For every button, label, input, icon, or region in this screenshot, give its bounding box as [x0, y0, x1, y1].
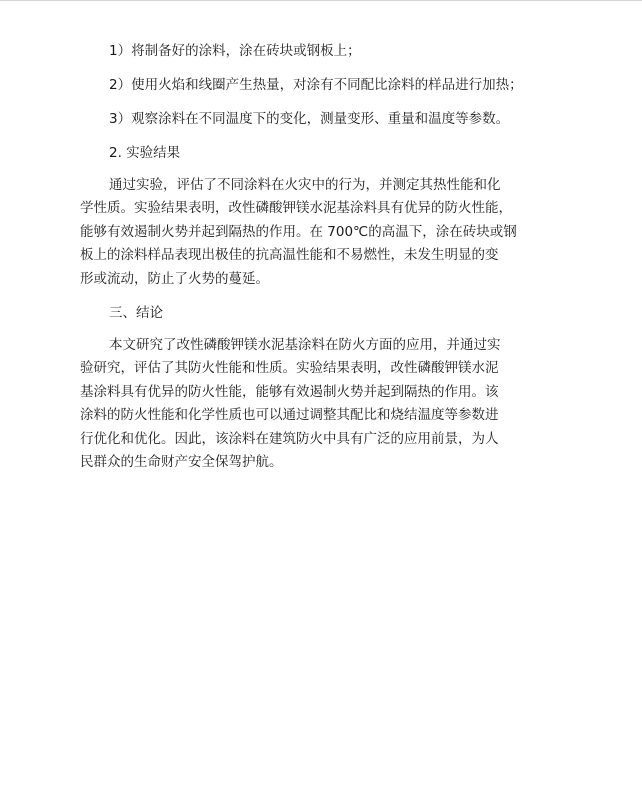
conclusion-line-1: 本文研究了改性磷酸钾镁水泥基涂料在防火方面的应用，并通过实	[109, 337, 501, 354]
step-item-2: 2）使用火焰和线圈产生热量，对涂有不同配比涂料的样品进行加热；	[109, 77, 523, 93]
results-line-4: 板上的涂料样品表现出极佳的抗高温性能和不易燃性，未发生明显的变	[80, 247, 499, 264]
step-item-1: 1）将制备好的涂料，涂在砖块或钢板上；	[109, 43, 361, 59]
conclusion-line-2: 验研究，评估了其防火性能和性质。实验结果表明，改性磷酸钾镁水泥	[80, 360, 499, 377]
conclusion-line-3: 基涂料具有优异的防火性能，能够有效遏制火势并起到隔热的作用。该	[80, 383, 499, 400]
results-line-2: 学性质。实验结果表明，改性磷酸钾镁水泥基涂料具有优异的防火性能，	[80, 200, 512, 217]
results-line-1: 通过实验，评估了不同涂料在火灾中的行为，并测定其热性能和化	[109, 177, 501, 193]
conclusion-line-5: 行优化和优化。因此，该涂料在建筑防火中具有广泛的应用前景，为人	[80, 430, 499, 447]
section-3-heading: 三、结论	[109, 305, 163, 322]
conclusion-line-6: 民群众的生命财产安全保驾护航。	[80, 454, 283, 471]
conclusion-paragraph	[80, 334, 532, 474]
results-line-3: 能够有效遏制火势并起到隔热的作用。在 700℃的高温下，涂在砖块或钢	[80, 223, 517, 240]
conclusion-line-4: 涂料的防火性能和化学性质也可以通过调整其配比和烧结温度等参数进	[80, 407, 499, 424]
results-line-5: 形或流动，防止了火势的蔓延。	[80, 270, 269, 287]
document-page	[80, 34, 532, 474]
step-item-3: 3）观察涂料在不同温度下的变化，测量变形、重量和温度等参数。	[109, 111, 510, 127]
page-top-border	[0, 0, 642, 1]
section-2-heading: 2. 实验结果	[109, 145, 181, 161]
results-paragraph	[80, 174, 532, 291]
